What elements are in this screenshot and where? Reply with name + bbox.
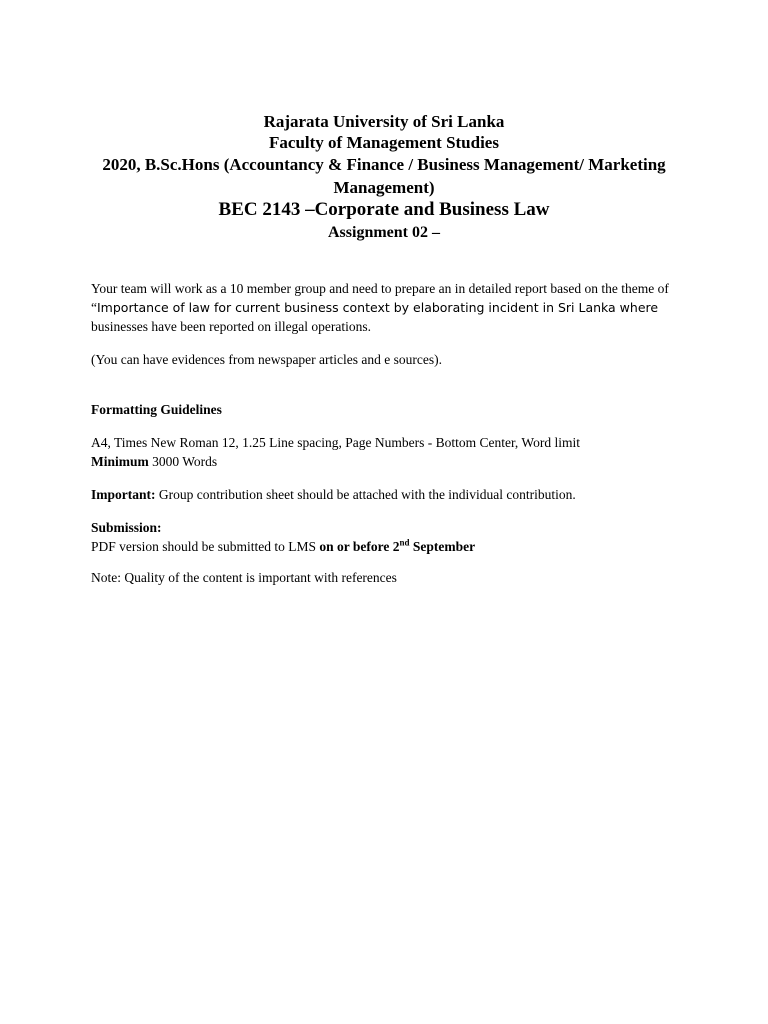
submission-text: PDF version should be submitted to LMS bbox=[91, 539, 320, 554]
intro-text-part1: Your team will work as a 10 member group and need to prepare an in detailed report based on the theme of “ bbox=[91, 281, 669, 315]
submission-deadline-text: on or before 2 bbox=[319, 539, 400, 554]
formatting-heading: Formatting Guidelines bbox=[91, 402, 222, 417]
course-title: BEC 2143 –Corporate and Business Law bbox=[218, 199, 550, 220]
submission-deadline-suffix: nd bbox=[399, 537, 410, 548]
quality-note: Note: Quality of the content is important with references bbox=[91, 570, 397, 585]
assignment-title: Assignment 02 – bbox=[327, 224, 440, 241]
submission-label: Submission: bbox=[91, 520, 162, 535]
important-label: Important: bbox=[91, 487, 156, 502]
intro-text-part2: Importance of law for current business context by elaborating incident in Sri Lanka where bbox=[97, 300, 659, 315]
evidence-note: (You can have evidences from newspaper articles and e sources). bbox=[91, 352, 442, 367]
faculty-title: Faculty of Management Studies bbox=[269, 133, 499, 152]
university-title: Rajarata University of Sri Lanka bbox=[263, 112, 505, 131]
intro-text-part3: businesses have been reported on illegal operations. bbox=[91, 319, 372, 334]
programme-title: 2020, B.Sc.Hons (Accountancy & Finance / Business Management/ Marketing Management) bbox=[102, 155, 666, 197]
intro-paragraph bbox=[91, 279, 691, 336]
important-note bbox=[91, 485, 691, 504]
formatting-guidelines bbox=[91, 433, 691, 471]
submission-section bbox=[91, 518, 691, 556]
submission-deadline-month: September bbox=[409, 539, 476, 554]
minimum-text: 3000 Words bbox=[148, 454, 218, 469]
important-text: Group contribution sheet should be attached with the individual contribution. bbox=[155, 487, 576, 502]
minimum-label: Minimum bbox=[91, 454, 149, 469]
formatting-text: A4, Times New Roman 12, 1.25 Line spacing, Page Numbers - Bottom Center, Word limit bbox=[91, 435, 580, 450]
submission-deadline bbox=[319, 539, 475, 554]
